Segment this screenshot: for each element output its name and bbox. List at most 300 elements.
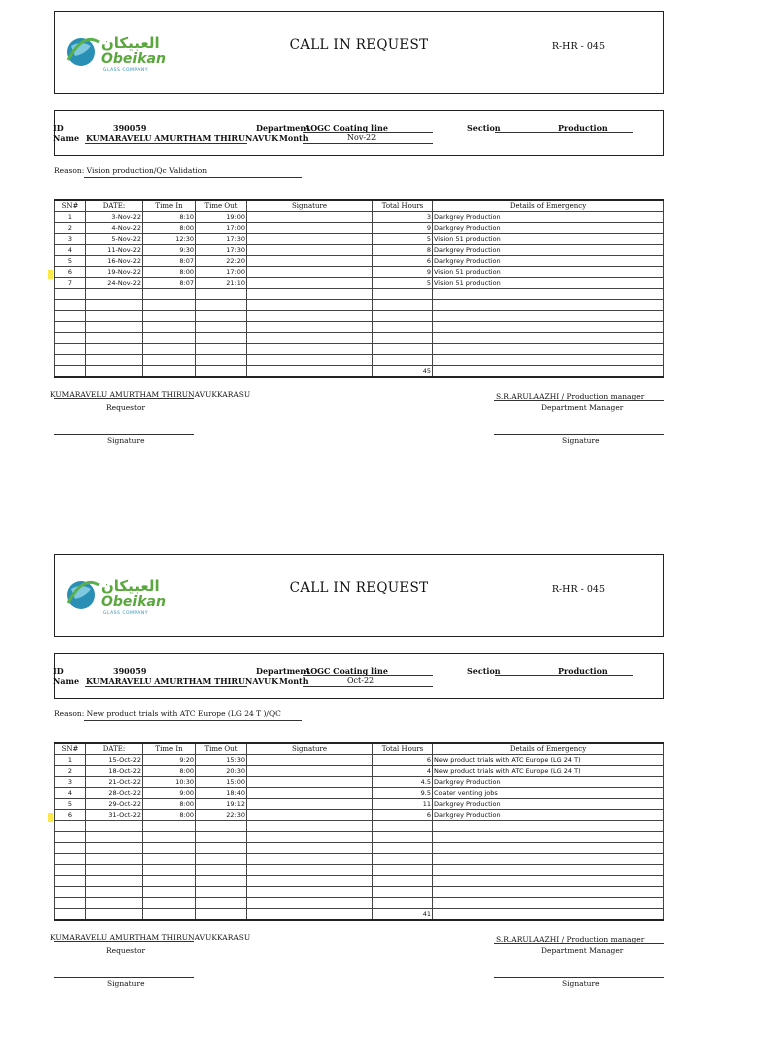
- time-in-cell: [143, 366, 196, 378]
- date-cell: 16-Nov-22: [86, 256, 143, 267]
- signature-cell: [247, 788, 373, 799]
- total-hours-cell: 8: [373, 245, 433, 256]
- date-cell: [86, 355, 143, 366]
- sn-cell: [55, 311, 86, 322]
- time-in-cell: [143, 832, 196, 843]
- table-row: [55, 821, 664, 832]
- details-cell: Darkgrey Production: [433, 223, 664, 234]
- signature-cell: [247, 256, 373, 267]
- signature-cell: [247, 755, 373, 766]
- table-row: [55, 898, 664, 909]
- signature-cell: [247, 355, 373, 366]
- total-hours-cell: [373, 333, 433, 344]
- details-cell: Darkgrey Production: [433, 777, 664, 788]
- table-row: [55, 865, 664, 876]
- details-cell: Vision 51 production: [433, 234, 664, 245]
- month-label: Month: [279, 133, 309, 143]
- signature-cell: [247, 766, 373, 777]
- details-cell: [433, 909, 664, 921]
- time-out-cell: [196, 865, 247, 876]
- column-header: Total Hours: [373, 200, 433, 212]
- column-header: Total Hours: [373, 743, 433, 755]
- signature-cell: [247, 245, 373, 256]
- details-cell: Coater venting jobs: [433, 788, 664, 799]
- time-in-cell: [143, 355, 196, 366]
- requestor-name: KUMARAVELU AMURTHAM THIRUNAVUKKARASU: [50, 390, 251, 399]
- sn-cell: [55, 333, 86, 344]
- table-row: [55, 289, 664, 300]
- date-cell: [86, 843, 143, 854]
- table-row: [55, 887, 664, 898]
- time-out-cell: [196, 355, 247, 366]
- column-header: DATE:: [86, 743, 143, 755]
- time-in-cell: 9:30: [143, 245, 196, 256]
- employee-info: [54, 110, 664, 156]
- date-cell: [86, 821, 143, 832]
- logo-sub-text: GLASS COMPANY: [103, 611, 149, 616]
- time-out-cell: 22:30: [196, 810, 247, 821]
- time-in-cell: 12:30: [143, 234, 196, 245]
- employee-info: [54, 653, 664, 699]
- time-in-cell: [143, 322, 196, 333]
- logo-arabic-text: العبيكان: [101, 577, 160, 595]
- details-cell: [433, 898, 664, 909]
- sn-cell: 3: [55, 234, 86, 245]
- signature-cell: [247, 865, 373, 876]
- date-cell: [86, 300, 143, 311]
- total-hours-cell: 4.5: [373, 777, 433, 788]
- sn-cell: [55, 909, 86, 921]
- details-cell: [433, 322, 664, 333]
- total-hours-cell: [373, 887, 433, 898]
- date-cell: 4-Nov-22: [86, 223, 143, 234]
- details-cell: [433, 333, 664, 344]
- total-hours-sum: 41: [373, 909, 433, 921]
- column-header: Details of Emergency: [433, 743, 664, 755]
- manager-name: S.R.ARULAAZHI / Production manager: [496, 935, 645, 944]
- sn-cell: 2: [55, 223, 86, 234]
- table-row: [55, 810, 664, 821]
- time-out-cell: 19:00: [196, 212, 247, 223]
- sn-cell: [55, 832, 86, 843]
- details-cell: [433, 876, 664, 887]
- date-cell: [86, 865, 143, 876]
- column-header: DATE:: [86, 200, 143, 212]
- details-cell: [433, 344, 664, 355]
- date-cell: [86, 322, 143, 333]
- column-header: SN#: [55, 743, 86, 755]
- time-out-cell: [196, 909, 247, 921]
- date-cell: 11-Nov-22: [86, 245, 143, 256]
- table-row: [55, 777, 664, 788]
- time-out-cell: [196, 843, 247, 854]
- details-cell: [433, 854, 664, 865]
- time-out-cell: 17:30: [196, 234, 247, 245]
- time-out-cell: 17:30: [196, 245, 247, 256]
- total-hours-sum: 45: [373, 366, 433, 378]
- id-label: ID: [53, 666, 64, 676]
- date-cell: [86, 333, 143, 344]
- table-row: [55, 832, 664, 843]
- sn-cell: 6: [55, 810, 86, 821]
- time-in-cell: 8:00: [143, 810, 196, 821]
- sn-cell: [55, 898, 86, 909]
- table-row: [55, 267, 664, 278]
- total-hours-cell: [373, 898, 433, 909]
- time-in-cell: [143, 843, 196, 854]
- details-cell: [433, 832, 664, 843]
- details-cell: [433, 843, 664, 854]
- details-cell: [433, 311, 664, 322]
- manager-signature-label: Signature: [562, 979, 600, 988]
- logo-latin-text: Obeikan: [101, 594, 166, 610]
- month-value: Nov-22: [347, 133, 377, 142]
- time-out-cell: 22:20: [196, 256, 247, 267]
- manager-name: S.R.ARULAAZHI / Production manager: [496, 392, 645, 401]
- total-hours-cell: [373, 355, 433, 366]
- total-hours-cell: 5: [373, 278, 433, 289]
- time-out-cell: [196, 854, 247, 865]
- details-cell: Vision 51 production: [433, 267, 664, 278]
- department-value: AOGC Coating line: [304, 666, 388, 676]
- signature-cell: [247, 212, 373, 223]
- time-out-cell: [196, 898, 247, 909]
- time-in-cell: 8:00: [143, 223, 196, 234]
- requestor-name: KUMARAVELU AMURTHAM THIRUNAVUKKARASU: [50, 933, 251, 942]
- manager-signature-label: Signature: [562, 436, 600, 445]
- details-cell: [433, 289, 664, 300]
- total-hours-cell: [373, 289, 433, 300]
- details-cell: New product trials with ATC Europe (LG 24 T): [433, 755, 664, 766]
- date-cell: 24-Nov-22: [86, 278, 143, 289]
- sn-cell: [55, 843, 86, 854]
- signature-cell: [247, 366, 373, 378]
- month-value: Oct-22: [347, 676, 375, 685]
- signature-cell: [247, 843, 373, 854]
- date-cell: 21-Oct-22: [86, 777, 143, 788]
- sn-cell: 4: [55, 788, 86, 799]
- date-cell: [86, 909, 143, 921]
- time-in-cell: 8:00: [143, 267, 196, 278]
- table-row: [55, 854, 664, 865]
- total-hours-cell: 6: [373, 810, 433, 821]
- name-label: Name: [53, 676, 80, 686]
- reason-text: Reason: Vision production/Qc Validation: [54, 166, 208, 175]
- table-row: [55, 333, 664, 344]
- table-row: [55, 876, 664, 887]
- time-out-cell: 15:30: [196, 755, 247, 766]
- time-out-cell: [196, 832, 247, 843]
- name-value: KUMARAVELU AMURTHAM THIRUNAVUK: [86, 133, 279, 143]
- time-in-cell: 8:00: [143, 766, 196, 777]
- signature-cell: [247, 344, 373, 355]
- id-value: 390059: [113, 666, 147, 676]
- time-in-cell: 8:07: [143, 278, 196, 289]
- id-label: ID: [53, 123, 64, 133]
- table-row: [55, 788, 664, 799]
- time-out-cell: [196, 821, 247, 832]
- signature-cell: [247, 810, 373, 821]
- total-hours-cell: [373, 832, 433, 843]
- hours-table: [54, 199, 664, 378]
- table-row: [55, 245, 664, 256]
- time-out-cell: [196, 333, 247, 344]
- logo-arabic-text: العبيكان: [101, 34, 160, 52]
- signature-cell: [247, 854, 373, 865]
- total-hours-cell: 9.5: [373, 788, 433, 799]
- details-cell: Vision 51 production: [433, 278, 664, 289]
- table-row: [55, 366, 664, 378]
- table-row: [55, 322, 664, 333]
- time-in-cell: 9:00: [143, 788, 196, 799]
- time-out-cell: 15:00: [196, 777, 247, 788]
- time-in-cell: [143, 333, 196, 344]
- sn-cell: 5: [55, 256, 86, 267]
- sn-cell: [55, 322, 86, 333]
- table-row: [55, 799, 664, 810]
- time-in-cell: [143, 311, 196, 322]
- details-cell: [433, 865, 664, 876]
- highlight-mark: [48, 813, 53, 822]
- time-out-cell: [196, 289, 247, 300]
- column-header: Time Out: [196, 200, 247, 212]
- details-cell: Darkgrey Production: [433, 810, 664, 821]
- sn-cell: [55, 821, 86, 832]
- signature-cell: [247, 333, 373, 344]
- sn-cell: [55, 355, 86, 366]
- table-row: [55, 212, 664, 223]
- sn-cell: [55, 865, 86, 876]
- date-cell: [86, 366, 143, 378]
- table-row: [55, 223, 664, 234]
- total-hours-cell: [373, 821, 433, 832]
- manager-label: Department Manager: [541, 946, 624, 955]
- time-in-cell: 9:20: [143, 755, 196, 766]
- time-in-cell: [143, 300, 196, 311]
- time-in-cell: 10:30: [143, 777, 196, 788]
- details-cell: Darkgrey Production: [433, 212, 664, 223]
- time-in-cell: [143, 821, 196, 832]
- time-out-cell: 18:40: [196, 788, 247, 799]
- table-row: [55, 766, 664, 777]
- total-hours-cell: 6: [373, 755, 433, 766]
- name-value: KUMARAVELU AMURTHAM THIRUNAVUK: [86, 676, 279, 686]
- call-in-request-form: [0, 0, 768, 512]
- signature-cell: [247, 289, 373, 300]
- date-cell: 28-Oct-22: [86, 788, 143, 799]
- table-row: [55, 234, 664, 245]
- sn-cell: 1: [55, 755, 86, 766]
- sn-cell: 5: [55, 799, 86, 810]
- sn-cell: [55, 366, 86, 378]
- signature-cell: [247, 223, 373, 234]
- department-label: Department: [256, 666, 310, 676]
- time-out-cell: 21:10: [196, 278, 247, 289]
- department-label: Department: [256, 123, 310, 133]
- total-hours-cell: [373, 322, 433, 333]
- sn-cell: 1: [55, 212, 86, 223]
- total-hours-cell: [373, 300, 433, 311]
- time-in-cell: 8:07: [143, 256, 196, 267]
- date-cell: [86, 832, 143, 843]
- table-row: [55, 843, 664, 854]
- date-cell: 31-Oct-22: [86, 810, 143, 821]
- details-cell: Darkgrey Production: [433, 799, 664, 810]
- column-header: Details of Emergency: [433, 200, 664, 212]
- time-out-cell: [196, 344, 247, 355]
- total-hours-cell: 5: [373, 234, 433, 245]
- date-cell: [86, 898, 143, 909]
- requestor-signature-label: Signature: [107, 436, 145, 445]
- details-cell: [433, 821, 664, 832]
- table-row: [55, 755, 664, 766]
- month-label: Month: [279, 676, 309, 686]
- column-header: Time In: [143, 743, 196, 755]
- total-hours-cell: 11: [373, 799, 433, 810]
- signature-cell: [247, 898, 373, 909]
- sn-cell: 7: [55, 278, 86, 289]
- table-row: [55, 278, 664, 289]
- signature-cell: [247, 876, 373, 887]
- signature-cell: [247, 278, 373, 289]
- total-hours-cell: [373, 876, 433, 887]
- sn-cell: 6: [55, 267, 86, 278]
- date-cell: 3-Nov-22: [86, 212, 143, 223]
- total-hours-cell: 4: [373, 766, 433, 777]
- total-hours-cell: 9: [373, 223, 433, 234]
- details-cell: [433, 887, 664, 898]
- sn-cell: 4: [55, 245, 86, 256]
- table-row: [55, 355, 664, 366]
- department-value: AOGC Coating line: [304, 123, 388, 133]
- signature-cell: [247, 777, 373, 788]
- total-hours-cell: 3: [373, 212, 433, 223]
- requestor-label: Requestor: [106, 403, 146, 412]
- sn-cell: [55, 344, 86, 355]
- logo-sub-text: GLASS COMPANY: [103, 68, 149, 73]
- signature-cell: [247, 799, 373, 810]
- details-cell: [433, 366, 664, 378]
- logo-latin-text: Obeikan: [101, 51, 166, 67]
- column-header: Signature: [247, 743, 373, 755]
- time-in-cell: [143, 865, 196, 876]
- total-hours-cell: 9: [373, 267, 433, 278]
- date-cell: [86, 854, 143, 865]
- time-in-cell: [143, 289, 196, 300]
- total-hours-cell: [373, 865, 433, 876]
- time-in-cell: [143, 898, 196, 909]
- details-cell: [433, 300, 664, 311]
- page-title: CALL IN REQUEST: [289, 37, 429, 53]
- table-row: [55, 256, 664, 267]
- date-cell: [86, 344, 143, 355]
- time-out-cell: [196, 887, 247, 898]
- highlight-mark: [48, 270, 53, 279]
- requestor-signature-label: Signature: [107, 979, 145, 988]
- table-row: [55, 300, 664, 311]
- table-row: [55, 311, 664, 322]
- time-in-cell: [143, 887, 196, 898]
- column-header: Time Out: [196, 743, 247, 755]
- signature-cell: [247, 267, 373, 278]
- table-row: [55, 909, 664, 921]
- time-out-cell: 17:00: [196, 223, 247, 234]
- manager-label: Department Manager: [541, 403, 624, 412]
- sn-cell: [55, 289, 86, 300]
- signature-cell: [247, 821, 373, 832]
- column-header: SN#: [55, 200, 86, 212]
- time-out-cell: [196, 366, 247, 378]
- section-label: Section: [467, 666, 501, 676]
- signature-cell: [247, 300, 373, 311]
- form-header: [54, 11, 664, 94]
- column-header: Signature: [247, 200, 373, 212]
- form-code: R-HR - 045: [551, 584, 605, 595]
- details-cell: New product trials with ATC Europe (LG 24 T): [433, 766, 664, 777]
- section-value: Production: [558, 123, 608, 133]
- date-cell: 29-Oct-22: [86, 799, 143, 810]
- total-hours-cell: 6: [373, 256, 433, 267]
- date-cell: 19-Nov-22: [86, 267, 143, 278]
- signature-cell: [247, 311, 373, 322]
- time-out-cell: 20:30: [196, 766, 247, 777]
- section-value: Production: [558, 666, 608, 676]
- total-hours-cell: [373, 854, 433, 865]
- sn-cell: [55, 887, 86, 898]
- signature-cell: [247, 832, 373, 843]
- sn-cell: [55, 854, 86, 865]
- time-in-cell: [143, 876, 196, 887]
- id-value: 390059: [113, 123, 147, 133]
- signature-cell: [247, 322, 373, 333]
- sn-cell: [55, 300, 86, 311]
- time-out-cell: [196, 300, 247, 311]
- details-cell: Darkgrey Production: [433, 256, 664, 267]
- date-cell: 15-Oct-22: [86, 755, 143, 766]
- form-code: R-HR - 045: [551, 41, 605, 52]
- date-cell: [86, 876, 143, 887]
- signature-cell: [247, 887, 373, 898]
- time-in-cell: [143, 344, 196, 355]
- date-cell: [86, 887, 143, 898]
- time-out-cell: [196, 876, 247, 887]
- signature-cell: [247, 909, 373, 921]
- sn-cell: 2: [55, 766, 86, 777]
- date-cell: 5-Nov-22: [86, 234, 143, 245]
- hours-table: [54, 742, 664, 921]
- time-out-cell: 17:00: [196, 267, 247, 278]
- date-cell: [86, 289, 143, 300]
- time-out-cell: 19:12: [196, 799, 247, 810]
- date-cell: 18-Oct-22: [86, 766, 143, 777]
- time-in-cell: 8:00: [143, 799, 196, 810]
- date-cell: [86, 311, 143, 322]
- section-label: Section: [467, 123, 501, 133]
- signature-cell: [247, 234, 373, 245]
- time-in-cell: [143, 854, 196, 865]
- total-hours-cell: [373, 843, 433, 854]
- column-header: Time In: [143, 200, 196, 212]
- total-hours-cell: [373, 311, 433, 322]
- time-in-cell: [143, 909, 196, 921]
- time-in-cell: 8:10: [143, 212, 196, 223]
- time-out-cell: [196, 322, 247, 333]
- call-in-request-form: [0, 543, 768, 1055]
- sn-cell: 3: [55, 777, 86, 788]
- form-header: [54, 554, 664, 637]
- reason-text: Reason: New product trials with ATC Europe (LG 24 T )/QC: [54, 709, 281, 718]
- total-hours-cell: [373, 344, 433, 355]
